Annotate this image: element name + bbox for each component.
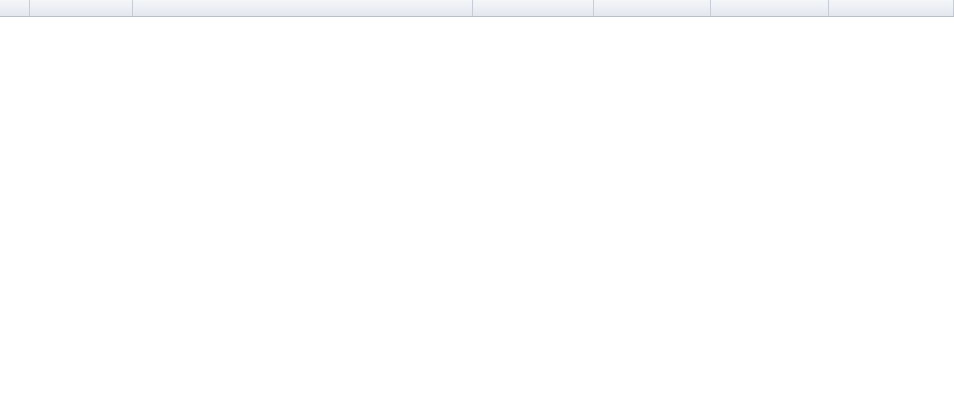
column-header-a[interactable] (30, 0, 133, 16)
column-header-c[interactable] (473, 0, 594, 16)
select-all-corner[interactable] (0, 0, 30, 16)
column-header-f[interactable] (829, 0, 954, 16)
column-header-bar (0, 0, 954, 17)
column-header-e[interactable] (711, 0, 829, 16)
column-header-b[interactable] (133, 0, 473, 16)
column-header-d[interactable] (594, 0, 711, 16)
